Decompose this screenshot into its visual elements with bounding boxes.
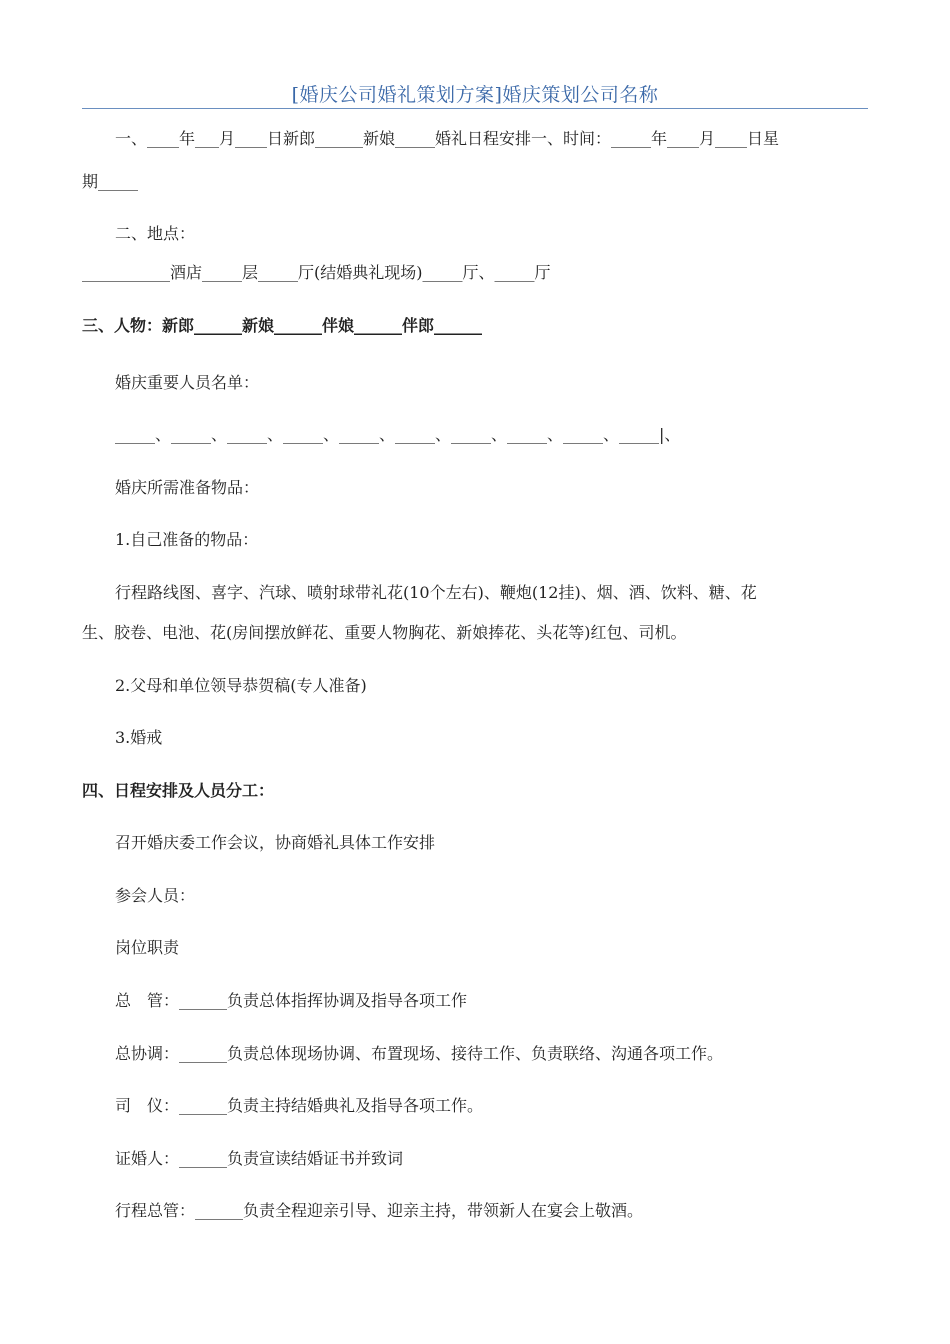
schedule-date-line-cont: 期_____	[82, 172, 139, 191]
meeting-line: 召开婚庆委工作会议，协商婚礼具体工作安排	[115, 833, 436, 852]
duties-label: 岗位职责	[115, 938, 180, 957]
location-heading: 二、地点：	[115, 224, 196, 243]
schedule-heading: 四、日程安排及人员分工：	[82, 781, 275, 800]
location-detail: ___________酒店_____层_____厅(结婚典礼现场)_____厅、_____厅	[82, 263, 551, 282]
supplies-item-1-detail-cont: 生、胶卷、电池、花(房间摆放鲜花、重要人物胸花、新娘捧花、头花等)红包、司机。	[82, 623, 687, 642]
page-header-title: [婚庆公司婚礼策划方案]婚庆策划公司名称	[291, 84, 659, 106]
schedule-date-line: 一、____年___月____日新郎______新娘_____婚礼日程安排一、时间：_____年____月____日星	[115, 129, 780, 148]
people-heading: 三、人物：新郎______新娘______伴娘______伴郎______	[82, 316, 483, 335]
supplies-label: 婚庆所需准备物品：	[115, 478, 260, 497]
supplies-item-2: 2.父母和单位领导恭贺稿(专人准备)	[115, 676, 367, 695]
supplies-item-3: 3.婚戒	[115, 728, 163, 747]
supplies-item-1-label: 1.自己准备的物品：	[115, 530, 259, 549]
duty-witness: 证婚人：______负责宣读结婚证书并致词	[115, 1149, 404, 1168]
duty-coordinator: 总协调：______负责总体现场协调、布置现场、接待工作、负责联络、沟通各项工作。	[115, 1044, 724, 1063]
staff-list-blanks: _____、_____、_____、_____、_____、_____、_____、_____、_____、_____|、	[115, 425, 681, 444]
supplies-item-1-detail: 行程路线图、喜字、汽球、喷射球带礼花(10个左右)、鞭炮(12挂)、烟、酒、饮料、糖、花	[115, 583, 757, 602]
duty-mc: 司 仪：______负责主持结婚典礼及指导各项工作。	[115, 1096, 484, 1115]
staff-list-label: 婚庆重要人员名单：	[115, 373, 260, 392]
duty-general-manager: 总 管：______负责总体指挥协调及指导各项工作	[115, 991, 468, 1010]
attendees-label: 参会人员：	[115, 886, 196, 905]
header-divider	[82, 108, 868, 109]
duty-itinerary-manager: 行程总管：______负责全程迎亲引导、迎亲主持，带领新人在宴会上敬酒。	[115, 1201, 644, 1220]
